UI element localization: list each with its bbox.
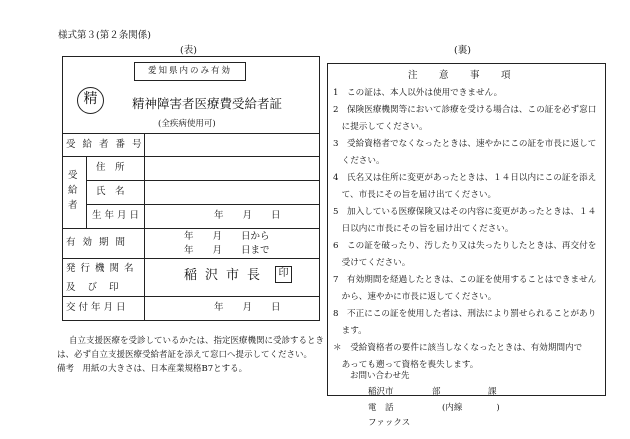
issuer-value: 稲沢市長 bbox=[184, 268, 269, 283]
note-line: あっても遡って資格を喪失します。 bbox=[333, 360, 479, 370]
contact-heading: お問い合わせ先 bbox=[350, 371, 410, 381]
recipient-number-label: 受給者番号 bbox=[66, 139, 149, 150]
recipient-group-label: 受給者 bbox=[68, 170, 78, 211]
note-line: 2 保険医療機関等において診療を受ける場合は、この証を必ず窓口 bbox=[333, 105, 597, 115]
note-line: ます。 bbox=[333, 326, 367, 336]
footnote-3: 備考 用紙の大きさは、日本産業規格B7とする。 bbox=[57, 364, 248, 374]
contact-fax: ファックス bbox=[368, 418, 411, 428]
issue-date-label: 交付年月日 bbox=[66, 302, 129, 313]
note-line: 受けてください。 bbox=[333, 258, 411, 268]
contact-phone: 電 話 bbox=[368, 403, 394, 413]
birthdate-label: 生年月日 bbox=[92, 210, 143, 221]
note-line: て、市長にその旨を届け出てください。 bbox=[333, 190, 497, 200]
note-line: ください。 bbox=[333, 156, 385, 166]
note-line: 5 加入している医療保険又はその内容に変更があったときは、１４ bbox=[333, 207, 597, 217]
card-title: 精神障害者医療費受給者証 bbox=[132, 96, 283, 111]
issuer-label: 発行機関名 bbox=[66, 263, 139, 274]
note-line: に提示してください。 bbox=[333, 122, 428, 132]
back-side-label: (裏) bbox=[454, 45, 471, 56]
contact-dept: 部 bbox=[432, 387, 441, 397]
contact-city: 稲沢市 bbox=[368, 387, 394, 397]
validity-label: 有効期間 bbox=[66, 237, 133, 248]
form-label: 様式第３(第２条関係) bbox=[58, 30, 151, 41]
note-line: 7 有効期間を経過したときは、この証を使用することはできません bbox=[333, 275, 597, 285]
card-subtitle: (全疾病使用可) bbox=[158, 119, 216, 129]
address-label: 住 所 bbox=[96, 162, 125, 173]
issuer-sub-label: 及び印 bbox=[66, 282, 131, 293]
contact-ext: (内線 ) bbox=[442, 403, 500, 413]
validity-to: 年 月 日まで bbox=[184, 245, 270, 256]
footnote-2: は、必ず自立支援医療受給者証を添えて窓口へ提示してください。 bbox=[57, 350, 313, 360]
issuer-seal-char: 印 bbox=[278, 268, 289, 279]
note-line: 1 この証は、本人以外は使用できません。 bbox=[333, 88, 503, 98]
front-side-label: (表) bbox=[180, 45, 197, 56]
footnote-1: 自立支援医療を受診しているかたは、指定医療機関に受診するとき bbox=[69, 336, 325, 346]
note-line: から、速やかに市長に返してください。 bbox=[333, 292, 497, 302]
birthdate-value: 年 月 日 bbox=[214, 210, 281, 221]
contact-section: 課 bbox=[488, 387, 497, 397]
note-line: 日以内に市長にその旨を届け出てください。 bbox=[333, 224, 514, 234]
note-line: 8 不正にこの証を使用した者は、刑法により罰せられることがあり bbox=[333, 309, 597, 319]
back-heading: 注 意 事 項 bbox=[408, 70, 517, 81]
validity-from: 年 月 日から bbox=[184, 231, 270, 242]
name-label: 氏 名 bbox=[96, 186, 125, 197]
note-line: ＊ 受給資格者の要件に該当しなくなったときは、有効期間内で bbox=[333, 343, 583, 353]
region-banner: 愛知県内のみ有効 bbox=[147, 66, 232, 76]
issue-date-value: 年 月 日 bbox=[214, 302, 281, 313]
seal-char: 精 bbox=[83, 91, 98, 107]
note-line: 6 この証を破ったり、汚したり又は失ったりしたときは、再交付を bbox=[333, 241, 597, 251]
note-line: 3 受給資格者でなくなったときは、速やかにこの証を市長に返して bbox=[333, 139, 597, 149]
note-line: 4 氏名又は住所に変更があったときは、１４日以内にこの証を添え bbox=[333, 173, 597, 183]
